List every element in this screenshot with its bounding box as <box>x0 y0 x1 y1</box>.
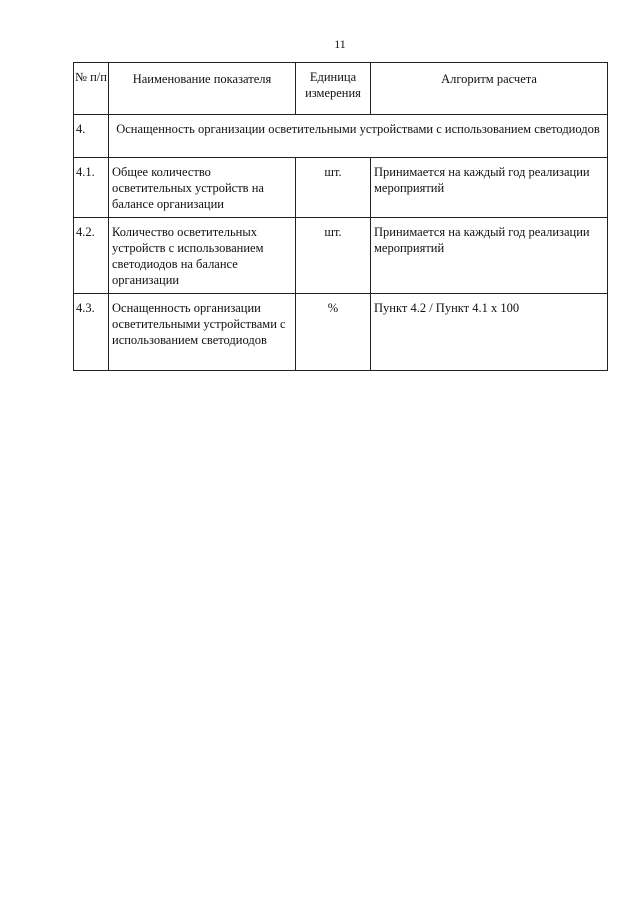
table-row <box>74 218 608 294</box>
indicators-table <box>73 62 608 371</box>
row-unit: % <box>296 294 371 371</box>
table-row <box>74 294 608 371</box>
row-name: Общее количество осветительных устройств на балансе организации <box>109 158 296 218</box>
section-num: 4. <box>74 115 109 158</box>
row-name: Оснащенность организации осветительными устройствами с использованием светодиодов <box>109 294 296 371</box>
header-num: № п/п <box>74 63 109 115</box>
row-unit: шт. <box>296 218 371 294</box>
row-unit: шт. <box>296 158 371 218</box>
section-row <box>74 115 608 158</box>
row-num: 4.3. <box>74 294 109 371</box>
row-name: Количество осветительных устройств с использованием светодиодов на балансе организации <box>109 218 296 294</box>
header-unit: Единица измерения <box>296 63 371 115</box>
table-header-row <box>74 63 608 115</box>
header-name: Наименование показателя <box>109 63 296 115</box>
row-num: 4.1. <box>74 158 109 218</box>
row-algorithm: Принимается на каждый год реализации мероприятий <box>371 218 608 294</box>
table-row <box>74 158 608 218</box>
row-num: 4.2. <box>74 218 109 294</box>
row-algorithm: Принимается на каждый год реализации мероприятий <box>371 158 608 218</box>
section-title: Оснащенность организации осветительными устройствами с использованием светодиодов <box>109 115 608 158</box>
header-algorithm: Алгоритм расчета <box>371 63 608 115</box>
page-number: 11 <box>334 37 346 51</box>
row-algorithm: Пункт 4.2 / Пункт 4.1 x 100 <box>371 294 608 371</box>
